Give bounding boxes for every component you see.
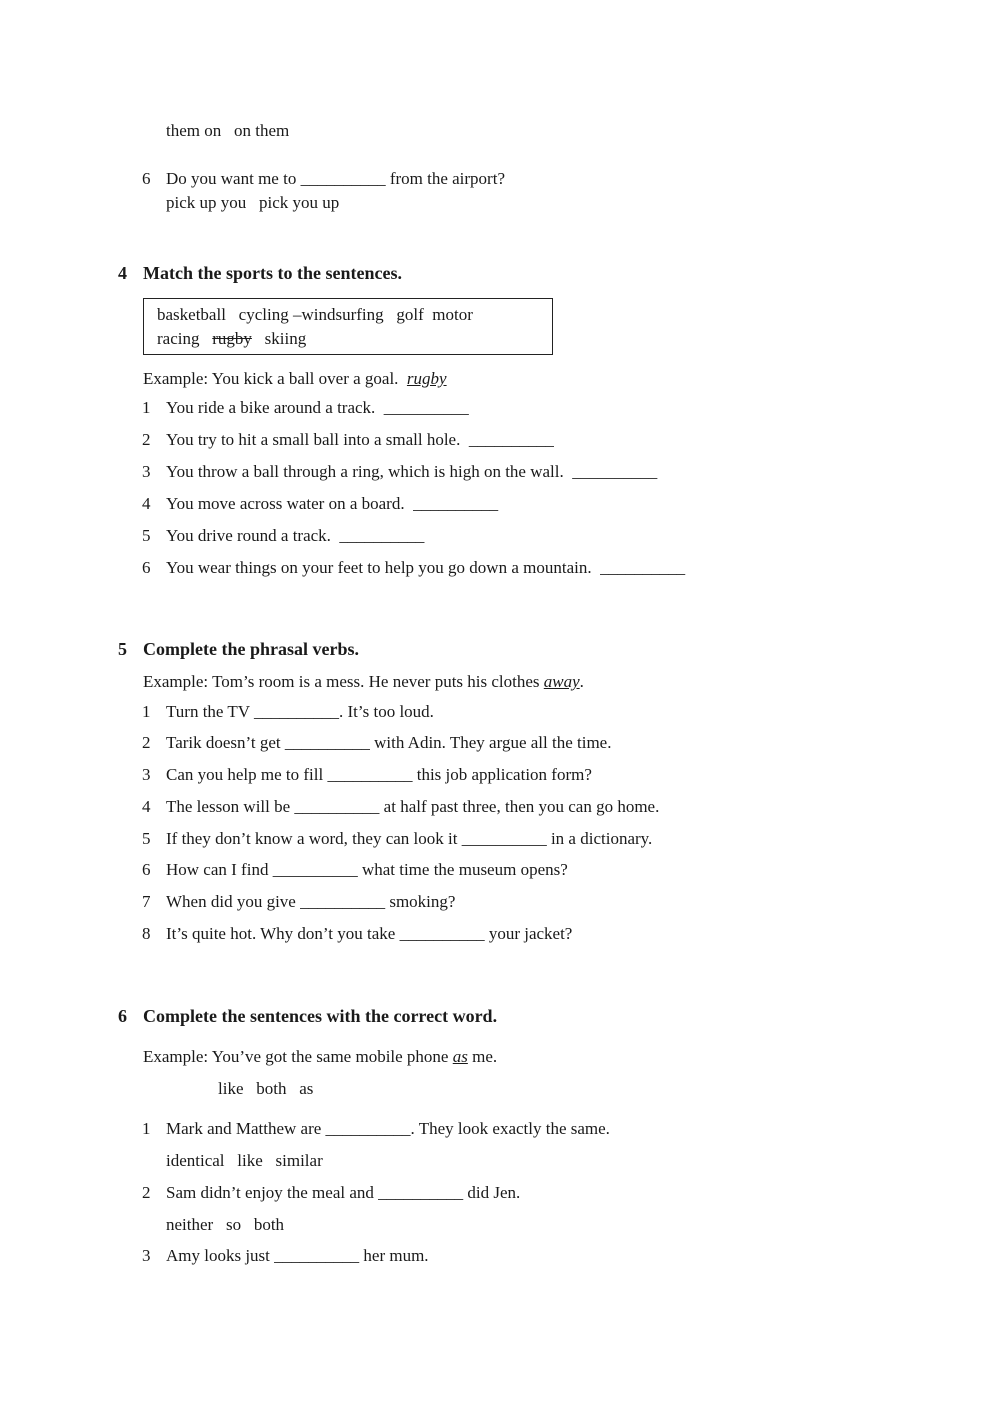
item-number: 5 — [142, 526, 151, 545]
item-number: 5 — [142, 829, 151, 848]
example-text: Example: You kick a ball over a goal. — [143, 369, 407, 388]
item-number: 8 — [142, 924, 151, 943]
word-box-skiing: skiing — [251, 329, 307, 348]
item-number: 1 — [142, 1119, 151, 1138]
section4-number: 4 — [118, 263, 127, 283]
q6-sentence: Do you want me to __________ from the airport? — [166, 169, 505, 188]
example-options: like both as — [218, 1079, 314, 1098]
item-text: You try to hit a small ball into a small hole. __________ — [166, 430, 554, 449]
item-text: Mark and Matthew are __________. They look exactly the same. — [166, 1119, 610, 1138]
section6-title: Complete the sentences with the correct word. — [143, 1006, 498, 1026]
item-options: identical like similar — [166, 1151, 323, 1170]
item-text: You ride a bike around a track. __________ — [166, 398, 469, 417]
item-text: If they don’t know a word, they can look it __________ in a dictionary. — [166, 829, 653, 848]
item-text: The lesson will be __________ at half past three, then you can go home. — [166, 797, 660, 816]
example-answer: rugby — [406, 369, 447, 388]
section4-title: Match the sports to the sentences. — [143, 263, 402, 283]
item-text: You drive round a track. __________ — [166, 526, 425, 545]
item-text: How can I find __________ what time the museum opens? — [166, 860, 568, 879]
example-end: me. — [467, 1047, 498, 1066]
word-box — [143, 298, 553, 355]
section4-example — [143, 368, 447, 390]
item-number: 6 — [142, 860, 151, 879]
item-text: Amy looks just __________ her mum. — [166, 1246, 429, 1265]
item-number: 4 — [142, 797, 151, 816]
item-number: 3 — [142, 462, 151, 481]
word-box-line2 — [157, 328, 306, 350]
word-box-line1: basketball cycling –windsurfing golf motor — [157, 305, 473, 324]
example-text: Example: You’ve got the same mobile phone — [143, 1047, 453, 1066]
example-text: Example: Tom’s room is a mess. He never puts his clothes — [143, 672, 544, 691]
word-box-rugby-struck: rugby — [212, 329, 252, 348]
item-text: It’s quite hot. Why don’t you take __________ your jacket? — [166, 924, 573, 943]
example-answer: as — [452, 1047, 468, 1066]
item-number: 3 — [142, 765, 151, 784]
item-text: You throw a ball through a ring, which is high on the wall. __________ — [166, 462, 658, 481]
item-number: 6 — [142, 558, 151, 577]
item-number: 2 — [142, 1183, 151, 1202]
section5-example — [143, 671, 584, 693]
item-options: neither so both — [166, 1215, 285, 1234]
section6-number: 6 — [118, 1006, 127, 1026]
item-text: Tarik doesn’t get __________ with Adin. They argue all the time. — [166, 733, 612, 752]
item-number: 2 — [142, 733, 151, 752]
q5-options: them on on them — [166, 121, 290, 140]
word-box-racing: racing — [157, 329, 213, 348]
item-text: You move across water on a board. __________ — [166, 494, 499, 513]
item-number: 1 — [142, 702, 151, 721]
section5-number: 5 — [118, 639, 127, 659]
item-number: 2 — [142, 430, 151, 449]
section5-title: Complete the phrasal verbs. — [143, 639, 359, 659]
item-text: Sam didn’t enjoy the meal and __________ did Jen. — [166, 1183, 521, 1202]
item-text: When did you give __________ smoking? — [166, 892, 456, 911]
section6-example — [143, 1046, 497, 1068]
item-number: 3 — [142, 1246, 151, 1265]
item-text: Turn the TV __________. It’s too loud. — [166, 702, 434, 721]
item-text: You wear things on your feet to help you go down a mountain. __________ — [166, 558, 686, 577]
item-number: 4 — [142, 494, 151, 513]
item-number: 7 — [142, 892, 151, 911]
item-number: 6 — [142, 169, 151, 188]
item-text: Can you help me to fill __________ this job application form? — [166, 765, 592, 784]
example-end: . — [579, 672, 584, 691]
q6-options: pick up you pick you up — [166, 193, 340, 212]
example-answer: away — [543, 672, 580, 691]
item-number: 1 — [142, 398, 151, 417]
